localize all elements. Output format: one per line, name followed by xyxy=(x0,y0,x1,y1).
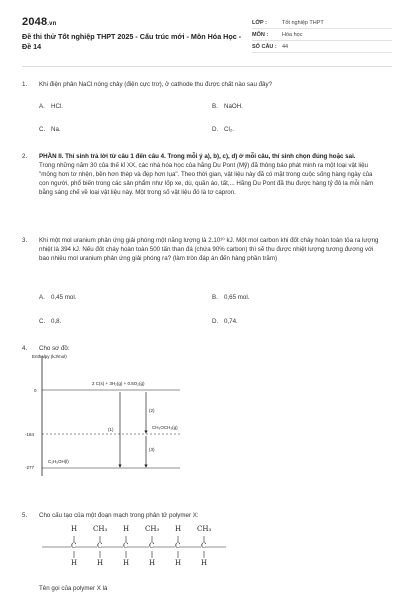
question-number: 4. xyxy=(22,345,28,352)
option-text: 0,74. xyxy=(224,318,238,325)
meta-key: MÔN : xyxy=(252,31,269,38)
atom-top: CH₃ xyxy=(197,525,212,533)
option-letter: C. xyxy=(39,126,46,133)
meta-row-class xyxy=(252,17,392,29)
exam-meta xyxy=(252,17,392,53)
atom-bottom: H xyxy=(123,559,130,567)
option-text: NaOH. xyxy=(224,103,243,110)
atom-carbon: C xyxy=(123,542,129,550)
question-number: 1. xyxy=(22,81,28,88)
atom-bottom: H xyxy=(71,559,78,567)
option-letter: C. xyxy=(39,318,46,325)
option-b[interactable] xyxy=(212,294,249,301)
header-divider xyxy=(22,66,392,67)
atom-carbon: C xyxy=(71,542,77,550)
option-c[interactable] xyxy=(39,318,61,325)
meta-key: SỐ CÂU : xyxy=(252,43,277,50)
meta-row-subject xyxy=(252,29,392,41)
logo-number: 2048 xyxy=(22,16,48,28)
option-letter: A. xyxy=(39,103,45,110)
atom-top: H xyxy=(123,525,130,533)
atom-bottom: H xyxy=(175,559,182,567)
option-c[interactable] xyxy=(39,126,61,133)
atom-top: CH₃ xyxy=(93,525,108,533)
arrow-1-label: (1) xyxy=(108,427,114,432)
option-text: 0,8. xyxy=(51,318,62,325)
site-logo[interactable] xyxy=(22,16,57,28)
atom-carbon: C xyxy=(97,542,103,550)
logo-suffix: .vn xyxy=(47,21,57,27)
question-text: Khi một mol uranium phản ứng giải phóng một năng lượng là 2.10¹⁰ kJ. Một mol carbon khi đốt cháy hoàn toàn tỏa ra lượng nhiệt là 394 kJ. Nếu đốt cháy hoàn toàn 500 tấn than đá (chứa 90% carbon) thì sẽ thu được nhiệt lượng tương đương với bao nhiêu mol uranium phản ứng giải phóng ra? (làm tròn đáp án đến hàng phần trăm) xyxy=(39,237,379,262)
option-a[interactable] xyxy=(39,294,76,301)
option-d[interactable] xyxy=(212,318,238,325)
option-text: 0,65 mol. xyxy=(224,294,250,301)
arrow-3-label: (3) xyxy=(149,447,155,452)
option-letter: D. xyxy=(212,126,219,133)
question-text: Khi điện phân NaCl nóng chảy (điện cực trơ), ở cathode thu được chất nào sau đây? xyxy=(39,81,273,88)
question-text: Trong những năm 30 của thế kỉ XX, các nhà hóa học của hãng Du Pont (Mỹ) đã thông báo phát minh ra một loại vật liệu "mỏng hơn tơ nhện, bền hơn thép và đẹp hơn lụa". Theo thời gian, vật liệu này đã có mặt trong cuộc sống hàng ngày của con người, phổ biến trong các sản phẩm như lốp xe, dù, quần áo, tất,... Hãng Du Pont đã thu được hàng tỷ đô la mỗi năm bằng sáng chế về loại vật liệu này. Một trong số vật liệu đó là tơ capron. xyxy=(39,162,374,196)
y-axis-label: Enthalpy (kJ/mol) xyxy=(32,354,67,359)
question-text: Cho sơ đồ: xyxy=(39,345,70,352)
atom-top: H xyxy=(175,525,182,533)
atom-carbon: C xyxy=(201,542,207,550)
section-heading: PHẦN II. Thí sinh trả lời từ câu 1 đến câu 4. Trong mỗi ý a), b), c), d) ở mỗi câu, thí sinh chọn đúng hoặc sai. xyxy=(39,153,356,160)
y-tick-277: -277 xyxy=(25,465,35,470)
meta-value: Tốt nghiệp THPT xyxy=(282,19,324,26)
option-letter: D. xyxy=(212,318,219,325)
option-d[interactable] xyxy=(212,126,234,133)
meta-row-count xyxy=(252,41,392,53)
meta-key: LỚP : xyxy=(252,19,267,26)
option-letter: B. xyxy=(212,103,218,110)
atom-top: CH₃ xyxy=(145,525,160,533)
arrow-2-label: (2) xyxy=(149,408,155,413)
option-text: 0,45 mol. xyxy=(51,294,77,301)
option-b[interactable] xyxy=(212,103,243,110)
mid-species: CH₃OCH₃(g) xyxy=(152,425,178,430)
question-text: Cho cấu tạo của một đoạn mạch trong phân tử polymer X: xyxy=(39,512,199,519)
option-letter: B. xyxy=(212,294,218,301)
question-text: Tên gọi của polymer X là xyxy=(39,585,108,592)
option-text: HCl. xyxy=(51,103,64,110)
option-text: Na. xyxy=(51,126,61,133)
y-tick-0: 0 xyxy=(34,388,37,393)
atom-bottom: H xyxy=(149,559,156,567)
top-species: 2 C(s) + 3H₂(g) + 0.5O₂(g) xyxy=(92,381,145,386)
polymer-structure xyxy=(40,522,230,574)
enthalpy-diagram xyxy=(25,348,210,478)
atom-bottom: H xyxy=(201,559,208,567)
option-letter: A. xyxy=(39,294,45,301)
bot-species: C₂H₅OH(l) xyxy=(48,459,69,464)
option-text: Cl₂. xyxy=(224,126,234,133)
question-number: 2. xyxy=(22,153,28,160)
atom-top: H xyxy=(71,525,78,533)
meta-value: 44 xyxy=(282,43,289,50)
question-number: 3. xyxy=(22,237,28,244)
atom-bottom: H xyxy=(97,559,104,567)
option-a[interactable] xyxy=(39,103,63,110)
y-tick-184: -184 xyxy=(25,432,35,437)
atom-carbon: C xyxy=(149,542,155,550)
exam-title: Đề thi thử Tốt nghiệp THPT 2025 - Cấu trúc mới - Môn Hóa Học - Đề 14 xyxy=(22,32,242,51)
question-number: 5. xyxy=(22,512,28,519)
atom-carbon: C xyxy=(175,542,181,550)
meta-value: Hóa học xyxy=(282,31,303,38)
